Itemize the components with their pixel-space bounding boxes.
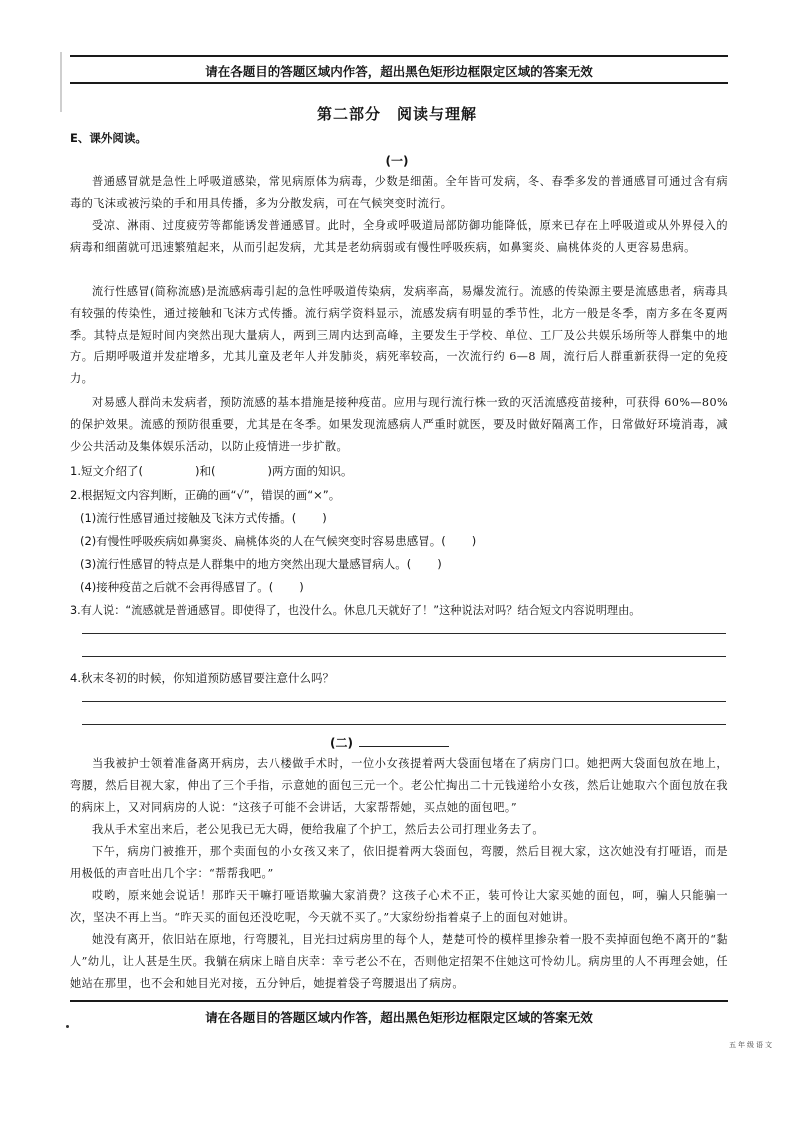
answer-line[interactable] <box>82 633 726 634</box>
answer-line[interactable] <box>82 701 726 702</box>
q1-text-b: )和( <box>194 464 216 478</box>
question-2-item <box>80 533 740 549</box>
corner-note: 五年级语文 <box>729 1041 774 1049</box>
passage2-number-text: (二) <box>330 736 353 750</box>
passage2-paragraph: 她没有离开，依旧站在原地，行弯腰礼，目光扫过病房里的每个人，楚楚可怜的模样里掺杂着一股不卖掉面包绝不离开的“黏人”幼儿，让人甚是生厌。我躺在病床上暗自庆幸：幸亏老公不在，否则他定招架不住她这可怜幼儿。病房里的人不再理会她，任她站在那里，也不会和她目光对接，五分钟后，她提着袋子弯腰退出了病房。 <box>70 933 728 990</box>
q2-item-close: ) <box>437 557 442 571</box>
question-3: 3.有人说：“流感就是普通感冒。即使得了，也没什么。休息几天就好了！”这种说法对吗？结合短文内容说明理由。 <box>70 604 641 617</box>
passage2-paragraph: 下午，病房门被推开，那个卖面包的小女孩又来了，依旧提着两大袋面包，弯腰，然后目视大家，这次她没有打哑语，而是用极低的声音吐出几个字：“帮帮我吧。” <box>70 845 728 880</box>
passage2-paragraph: 我从手术室出来后，老公见我已无大碍，便给我雇了个护工，然后去公司打理业务去了。 <box>92 823 544 836</box>
header-divider <box>70 82 728 84</box>
footer-divider <box>70 1000 728 1002</box>
answer-line[interactable] <box>82 656 726 657</box>
q2-item-text: (4)接种疫苗之后就不会再得感冒了。( <box>80 580 274 594</box>
passage2-paragraph: 哎哟，原来她会说话！那昨天干嘛打哑语欺骗大家消费？这孩子心术不正，装可怜让大家买她的面包，呵，骗人只能骗一次，坚决不再上当。“昨天买的面包还没吃呢，今天就不买了。”大家纷纷指着桌子上的面包对她讲。 <box>70 889 728 924</box>
question-4: 4.秋末冬初的时候，你知道预防感冒要注意什么吗？ <box>70 671 334 685</box>
footer-notice: 请在各题目的答题区域内作答，超出黑色矩形边框限定区域的答案无效 <box>205 1010 593 1025</box>
top-border-line <box>70 55 728 57</box>
passage1-number: (一) <box>385 154 409 168</box>
passage1-paragraph: 普通感冒就是急性上呼吸道感染，常见病原体为病毒，少数是细菌。全年皆可发病，冬、春季多发的普通感冒可通过含有病毒的飞沫或被污染的手和用具传播，多为分散发病，可在气候突变时流行。 <box>70 175 728 210</box>
q2-item-text: (2)有慢性呼吸疾病如鼻窦炎、扁桃体炎的人在气候突变时容易患感冒。( <box>80 534 446 548</box>
q2-item-close: ) <box>299 580 304 594</box>
q1-text-c: )两方面的知识。 <box>267 464 353 478</box>
header-notice: 请在各题目的答题区域内作答，超出黑色矩形边框限定区域的答案无效 <box>205 64 593 79</box>
question-2-item <box>80 556 740 572</box>
part-title: 第二部分 阅读与理解 <box>316 105 477 123</box>
q1-text-a: 1.短文介绍了( <box>70 464 143 478</box>
question-2-item <box>80 510 740 526</box>
question-1 <box>70 463 730 479</box>
passage1-paragraph: 对易感人群尚未发病者，预防流感的基本措施是接种疫苗。应用与现行流行株一致的灭活流感疫苗接种，可获得 60%—80%的保护效果。流感的预防很重要，尤其是在冬季。如果发现流感病人严重时就医，要及时做好隔离工作，日常做好环境消毒，减少公共活动及集体娱乐活动，以防止疫情进一步扩散。 <box>70 396 728 453</box>
q2-item-close: ) <box>471 534 477 548</box>
passage1-paragraph: 受凉、淋雨、过度疲劳等都能诱发普通感冒。此时，全身或呼吸道局部防御功能降低，原来已存在上呼吸道或从外界侵入的病毒和细菌就可迅速繁殖起来，从而引起发病，尤其是老幼病弱或有慢性呼吸疾病，如鼻窦炎、扁桃体炎的人更容易患病。 <box>70 219 728 254</box>
q2-item-text: (1)流行性感冒通过接触及飞沫方式传播。( <box>80 511 297 525</box>
answer-line[interactable] <box>82 724 726 725</box>
section-label: E、课外阅读。 <box>70 131 147 145</box>
passage2-title-blank[interactable] <box>359 746 449 747</box>
q2-item-text: (3)流行性感冒的特点是人群集中的地方突然出现大量感冒病人。( <box>80 557 412 571</box>
passage2-number <box>330 734 449 751</box>
q2-item-close: ) <box>322 511 327 525</box>
passage2-paragraph: 当我被护士领着准备离开病房，去八楼做手术时，一位小女孩提着两大袋面包堵在了病房门口。她把两大袋面包放在地上，弯腰，然后目视大家，伸出了三个手指，示意她的面包三元一个。老公忙掏出二十元钱递给小女孩，然后让她取六个面包放在我的病床上，又对同病房的人说：“这孩子可能不会讲话，大家帮帮她，买点她的面包吧。” <box>70 757 728 814</box>
scan-dot <box>66 1025 69 1028</box>
question-2-stem: 2.根据短文内容判断，正确的画“√”，错误的画“×”。 <box>70 488 341 502</box>
passage1-paragraph: 流行性感冒(简称流感)是流感病毒引起的急性呼吸道传染病，发病率高，易爆发流行。流感的传染源主要是流感患者，病毒具有较强的传染性，通过接触和飞沫方式传播。流行病学资料显示，流感发病有明显的季节性，北方一般是冬季，南方多在冬夏两季。其特点是短时间内突然出现大量病人，两到三周内达到高峰，主要发生于学校、单位、工厂及公共娱乐场所等人群集中的地方。后期呼吸道并发症增多，尤其儿童及老年人并发肺炎，病死率较高，一次流行约 6—8 周，流行后人群重新获得一定的免疫力。 <box>70 285 728 386</box>
question-2-item <box>80 579 740 595</box>
